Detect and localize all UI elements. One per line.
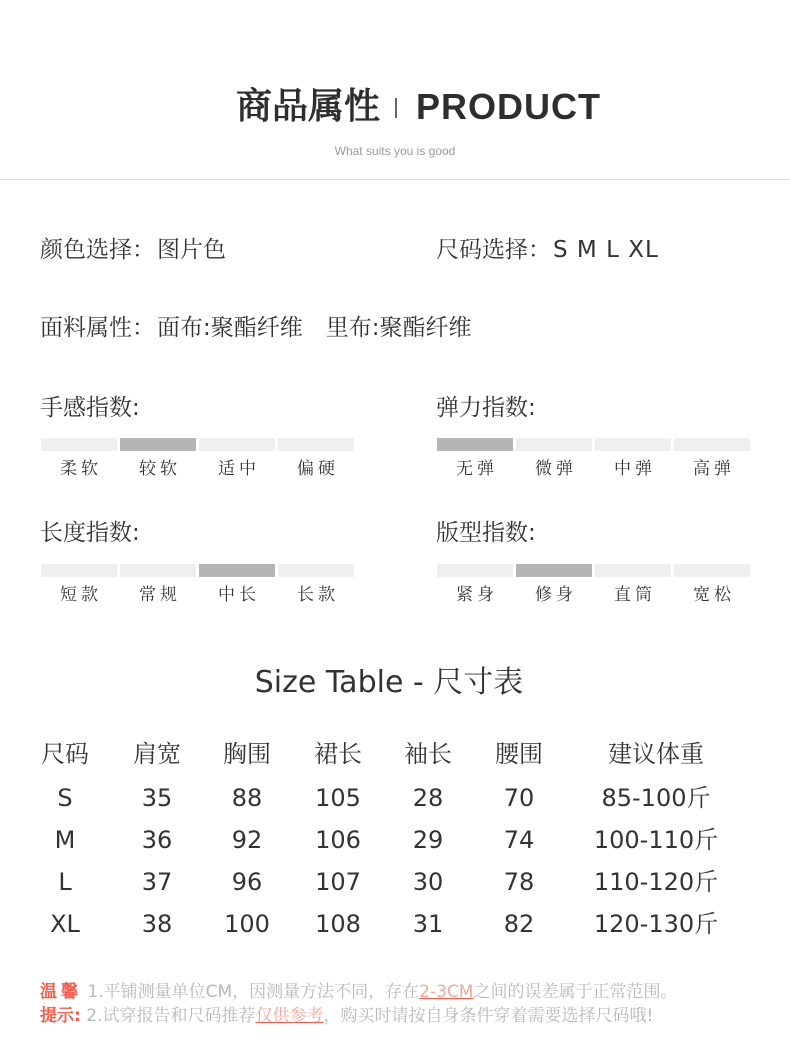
table-cell: 37 — [141, 868, 173, 896]
table-cell: 110-120斤 — [593, 868, 719, 896]
header — [0, 82, 790, 132]
index-option-label: 较软 — [139, 459, 181, 479]
size-attribute — [436, 235, 659, 265]
color-attribute — [40, 235, 226, 265]
index-segment-selected — [199, 564, 275, 577]
index-segment — [437, 564, 513, 577]
note-text-2a: 2.试穿报告和尺码推荐 — [86, 1006, 256, 1026]
table-cell: 74 — [503, 826, 535, 854]
table-cell: 28 — [412, 784, 444, 812]
table-cell: 100-110斤 — [593, 826, 719, 854]
color-value: 图片色 — [157, 237, 226, 263]
note-highlight-2: 仅供参考 — [255, 1006, 324, 1026]
table-cell: S — [57, 784, 73, 812]
length-index-scale — [41, 564, 356, 614]
index-segment — [674, 564, 750, 577]
table-cell: 106 — [315, 826, 361, 854]
table-cell: 82 — [503, 910, 535, 938]
index-option-label: 中长 — [218, 585, 260, 605]
table-cell: 85-100斤 — [601, 784, 711, 812]
index-segment — [595, 564, 671, 577]
index-title-length: 长度指数: — [40, 520, 140, 546]
elasticity-index-scale — [437, 438, 752, 488]
table-header-cell: 肩宽 — [133, 740, 181, 768]
table-cell: XL — [50, 910, 80, 938]
index-option-label: 常规 — [139, 585, 181, 605]
table-cell: 108 — [315, 910, 361, 938]
index-title-fit: 版型指数: — [436, 520, 536, 546]
index-segment — [199, 438, 275, 451]
page-subtitle: What suits you is good — [334, 144, 456, 158]
table-cell: M — [54, 826, 76, 854]
table-cell: 35 — [141, 784, 173, 812]
note-text-2b: ，购买时请按自身条件穿着需要选择尺码哦! — [323, 1006, 654, 1026]
index-segment — [674, 438, 750, 451]
note-line-2 — [40, 1004, 653, 1028]
fabric-label: 面料属性： — [40, 315, 155, 341]
table-header-cell: 尺码 — [41, 740, 89, 768]
index-option-label: 微弹 — [535, 459, 577, 479]
table-cell: 70 — [503, 784, 535, 812]
note-text-1a: 1.平铺测量单位CM，因测量方法不同，存在 — [87, 982, 420, 1002]
index-segment — [516, 438, 592, 451]
note-line-1 — [40, 980, 677, 1004]
table-cell: 36 — [141, 826, 173, 854]
index-segment-selected — [437, 438, 513, 451]
table-cell: 78 — [503, 868, 535, 896]
index-option-label: 柔软 — [60, 459, 102, 479]
index-option-label: 宽松 — [693, 585, 735, 605]
index-option-label: 高弹 — [693, 459, 735, 479]
table-cell: L — [58, 868, 72, 896]
note-text-1b: 之间的误差属于正常范围。 — [473, 982, 678, 1002]
table-cell: 38 — [141, 910, 173, 938]
note-tag-2: 提示: — [40, 1006, 81, 1026]
index-option-label: 修身 — [535, 585, 577, 605]
table-cell: 88 — [231, 784, 263, 812]
table-header-cell: 建议体重 — [608, 740, 704, 768]
table-cell: 30 — [412, 868, 444, 896]
index-segment — [278, 438, 354, 451]
table-cell: 31 — [412, 910, 444, 938]
index-title-feel: 手感指数: — [40, 395, 140, 421]
index-option-label: 直筒 — [614, 585, 656, 605]
fabric-attribute — [40, 313, 472, 343]
page-title-cn: 商品属性 — [235, 86, 380, 127]
index-option-label: 无弹 — [456, 459, 498, 479]
fabric-value: 面布:聚酯纤维 里布:聚酯纤维 — [157, 315, 472, 341]
table-cell: 105 — [315, 784, 361, 812]
index-title-elasticity: 弹力指数: — [436, 395, 536, 421]
table-header-cell: 裙长 — [314, 740, 362, 768]
fit-index-scale — [437, 564, 752, 614]
index-segment — [278, 564, 354, 577]
index-segment-selected — [516, 564, 592, 577]
table-cell: 107 — [315, 868, 361, 896]
index-option-label: 紧身 — [456, 585, 498, 605]
table-cell: 92 — [231, 826, 263, 854]
color-label: 颜色选择： — [40, 237, 155, 263]
table-cell: 96 — [231, 868, 263, 896]
size-table-title: Size Table - 尺寸表 — [254, 665, 524, 700]
index-option-label: 长款 — [297, 585, 339, 605]
table-header-cell: 袖长 — [404, 740, 452, 768]
index-segment — [595, 438, 671, 451]
feel-index-scale — [41, 438, 356, 488]
header-divider-line — [0, 179, 790, 180]
table-cell: 120-130斤 — [593, 910, 719, 938]
index-option-label: 短款 — [60, 585, 102, 605]
table-cell: 100 — [224, 910, 270, 938]
note-highlight-1: 2-3CM — [419, 982, 474, 1002]
index-option-label: 中弹 — [614, 459, 656, 479]
size-label: 尺码选择： — [436, 237, 551, 263]
index-option-label: 偏硬 — [297, 459, 339, 479]
index-segment-selected — [120, 438, 196, 451]
title-divider — [395, 98, 397, 118]
table-cell: 29 — [412, 826, 444, 854]
index-option-label: 适中 — [218, 459, 260, 479]
size-value: S M L XL — [553, 237, 659, 263]
table-header-cell: 腰围 — [495, 740, 543, 768]
table-header-cell: 胸围 — [223, 740, 271, 768]
page-title-en: PRODUCT — [416, 86, 601, 127]
index-segment — [120, 564, 196, 577]
note-tag-1: 温馨 — [40, 982, 82, 1002]
index-segment — [41, 564, 117, 577]
index-segment — [41, 438, 117, 451]
